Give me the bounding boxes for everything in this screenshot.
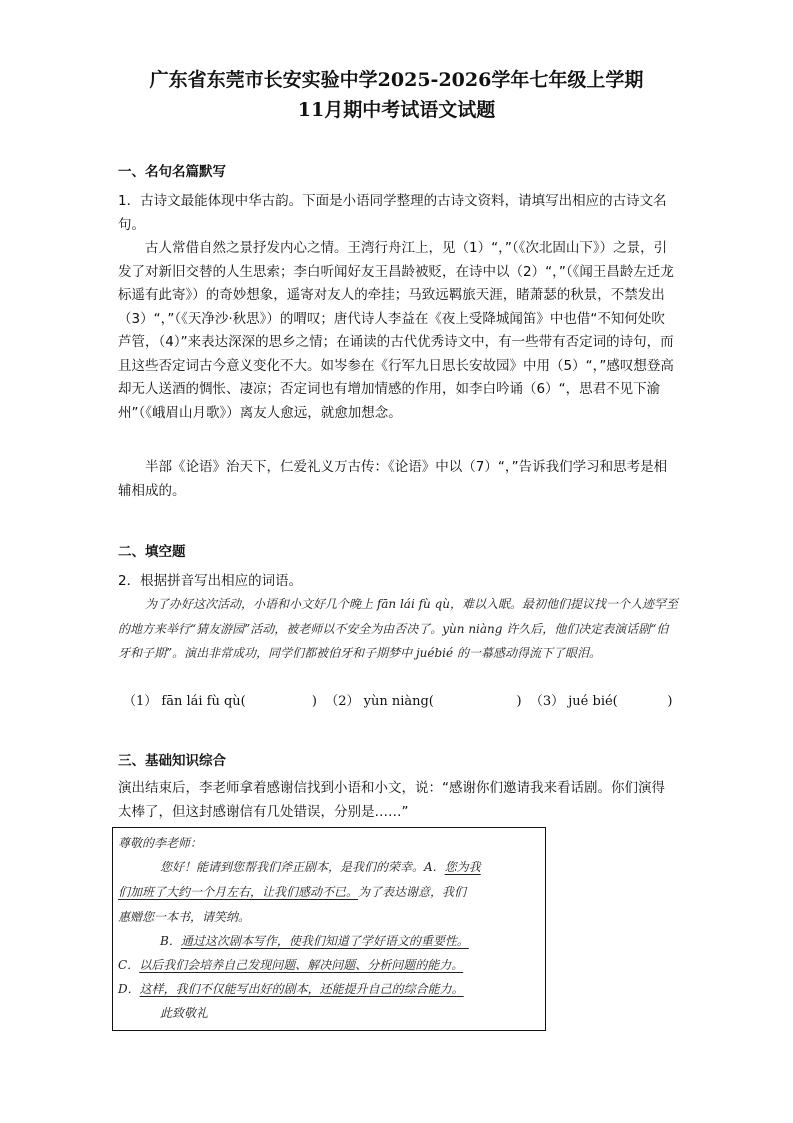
letter-sentence-a-end: 们加班了大约一个月左右，让我们感动不已。 [118, 885, 359, 899]
question2-passage: 为了办好这次活动，小语和小文好几个晚上 fān lái fù qù，难以入眠。最初他们提议找一个人迹罕至的地方来举行“猜友游园”活动，被老师以不安全为由否决了。yùn niàng 许久后，他们决定表演话剧“伯牙和子期”。演出非常成功，同学们都被伯牙和子期梦中 juébié 的一幕感动得流下了眼泪。 [118, 597, 678, 660]
letter-closing: 此致敬礼 [160, 1006, 209, 1020]
question1-paragraph1: 古人常借自然之景抒发内心之情。王湾行舟江上，见（1）“，”（《次北固山下》）之景，引发了对新旧交替的人生思索；李白听闻好友王昌龄被贬，在诗中以（2）“，”（《闻王昌龄左迁龙标遥有此寄》）的奇妙想象，遥寄对友人的牵挂；马致远羁旅天涯，睹萧瑟的秋景，不禁发出（3）“，”（《天净沙·秋思》）的喟叹；唐代诗人李益在《夜上受降城闻笛》中也借“不知何处吹芦管，（4）”来表达深深的思乡之情；在诵读的古代优秀诗文中，有一些带有否定词的诗句，而且这些否定词古今意义变化不大。如岑参在《行军九日思长安故园》中用（5）“，”感叹想登高却无人送酒的惆怅、凄凉；否定词也有增加情感的作用，如李白吟诵（6）“，思君不见下渝州”（《峨眉山月歌》）离友人愈远，就愈加想念。 [118, 240, 674, 421]
letter-sentence-c [118, 956, 548, 973]
letter-sentence-c-text: 以后我们会培养自己发现问题、解决问题、分析问题的能力。 [139, 958, 464, 972]
question1-paragraph2: 半部《论语》治天下，仁爱礼义万古传：《论语》中以（7）“，”告诉我们学习和思考是相辅相成的。 [118, 459, 668, 499]
section3-intro: 演出结束后，李老师拿着感谢信找到小语和小文，说：“感谢你们邀请我来看话剧。你们演得太棒了，但这封感谢信有几处错误，分别是……” [118, 780, 665, 820]
letter-line2-text: 为了表达谢意，我们 [358, 885, 467, 899]
letter-sentence-b [160, 932, 590, 949]
letter-sentence-b-text: 通过这次剧本写作，使我们知道了学好语文的重要性。 [180, 934, 469, 948]
section3-heading: 三、基础知识综合 [118, 753, 226, 769]
question2-intro: 2．根据拼音写出相应的词语。 [118, 573, 303, 589]
letter-line1 [160, 858, 590, 875]
question2-answer-blanks: （1） fān lái fù qù( ) （2） yùn niàng( ) （3） jué bié( ) [123, 694, 673, 709]
question1-intro: 1．古诗文最能体现中华古韵。下面是小语同学整理的古诗文资料，请填写出相应的古诗文名句。 [118, 193, 667, 233]
letter-line1-text: 您好！能请到您帮我们斧正剧本，是我们的荣幸。A． [160, 860, 445, 874]
letter-sentence-a-start: 您为我 [444, 860, 481, 874]
section2-heading: 二、填空题 [118, 544, 186, 560]
document-title-line1: 广东省东莞市长安实验中学2025-2026学年七年级上学期 [149, 69, 644, 91]
letter-sentence-c-label: C． [118, 958, 140, 972]
letter-salutation: 尊敬的李老师： [118, 836, 203, 850]
letter-sentence-d-label: D． [118, 982, 140, 996]
document-title-line2: 11月期中考试语文试题 [297, 99, 496, 121]
letter-line2 [118, 883, 548, 900]
letter-sentence-d-text: 这样，我们不仅能写出好的剧本，还能提升自己的综合能力。 [139, 982, 464, 996]
letter-sentence-b-label: B． [160, 934, 181, 948]
letter-sentence-d [118, 980, 548, 997]
letter-line3: 惠赠您一本书，请笑纳。 [118, 910, 251, 924]
section1-heading: 一、名句名篇默写 [118, 164, 226, 180]
